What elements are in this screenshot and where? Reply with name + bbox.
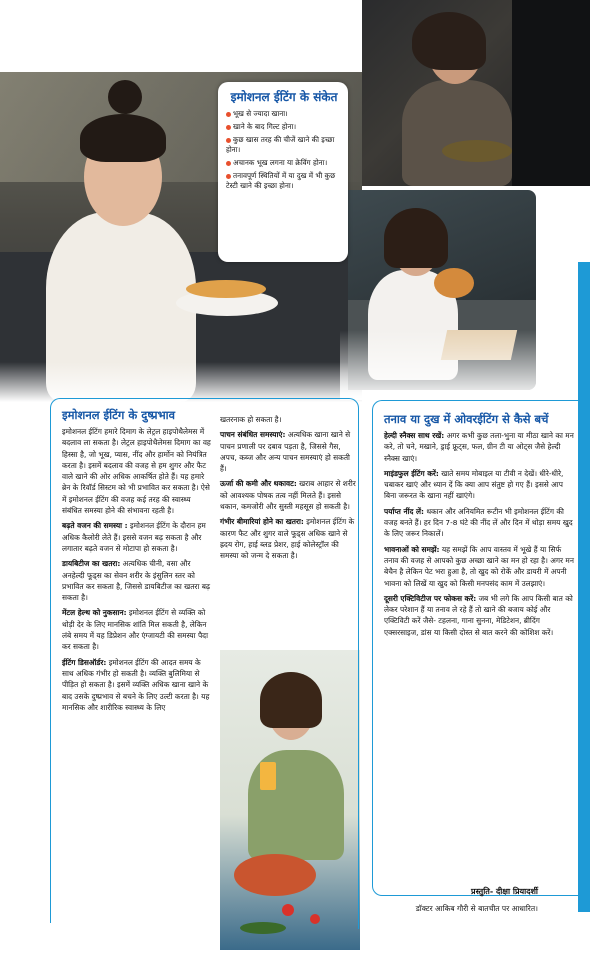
paragraph: माइंडफुल ईटिंग करें: खाते समय मोबाइल या टीवी न देखें। धीरे-धीरे, चबाकर खाएं और ध्यान दें कि क्या आप संतुष्ट हो गए हैं। इससे आप बिना जरूरत के खाना नहीं खाएंगे।: [384, 468, 564, 501]
paragraph: मेंटल हेल्थ को नुकसान: इमोशनल ईटिंग से व्यक्ति को थोड़ी देर के लिए मानसिक शांति मिल सकती है, लेकिन लंबे समय में यह डिप्रेशन और एंग्जायटी की समस्या पैदा कर सकता है।: [62, 608, 209, 652]
bullet-icon: [226, 161, 231, 166]
signs-title: इमोशनल ईटिंग के संकेत: [230, 90, 338, 104]
left-intro: इमोशनल ईटिंग हमारे दिमाग के लेट्रल हाइपोथैलेमस में बदलाव ला सकता है। लेट्रल हाइपोथैलेमस दिमाग का वह हिस्सा है, जो भूख, प्यास, नींद और हार्मोन को नियंत्रित करता है। इसमें बदलाव की वजह से हम शुगर और फैट वाले खाने की ओर अधिक आकर्षित होते हैं। यह हमारे ब्रेन के रिवॉर्ड सिस्टम को भी प्रभावित कर सकता है। ऐसे में इमोशनल ईटिंग की वजह कई तरह की स्वास्थ्य संबंधित समस्या होने की संभावना रहती है।: [62, 427, 211, 516]
woman-eating-at-night-photo: [362, 0, 590, 186]
photo-fade: [340, 330, 540, 400]
left-column-title: इमोशनल ईटिंग के दुष्प्रभाव: [62, 408, 176, 422]
right-accent-bar: [578, 262, 590, 912]
paragraph: ऊर्जा की कमी और थकावट: खराब आहार से शरीर को आवश्यक पोषक तत्व नहीं मिलते हैं। इससे थकान, कमजोरी और सुस्ती महसूस हो सकती है।: [220, 479, 356, 512]
paragraph: ईटिंग डिसऑर्डर: इमोशनल ईटिंग की आदत समय के साथ अधिक गंभीर हो सकती है। व्यक्ति बुलिमिया से पीड़ित हो सकता है। इसमें व्यक्ति अधिक खाना खाने के बाद उसके दुष्प्रभाव से बचने के लिए उल्टी करता है। यह मानसिक और शारीरिक स्वास्थ्य के लिए: [62, 657, 210, 712]
paragraph: बढ़ते वजन की समस्या : इमोशनल ईटिंग के दौरान हम अधिक कैलोरी लेते हैं। इससे वजन बढ़ सकता है और लगातार बढ़ते वजन से मोटापा हो सकता है।: [62, 521, 206, 553]
paragraph: खतरनाक हो सकता है।: [220, 415, 282, 424]
list-item: भूख से ज्यादा खाना।: [226, 109, 342, 119]
byline: प्रस्तुति- दीक्षा प्रियादर्शी: [471, 887, 538, 896]
list-item: तनावपूर्ण स्थितियों में या दुख में भी कुछ टेस्टी खाने की इच्छा होना।: [226, 171, 336, 190]
paragraph: गंभीर बीमारियां होने का खतरा: इमोशनल ईटिंग के कारण फैट और शुगर वाले फूड्स अधिक खाने से ह्रदय रोग, हाई ब्लड प्रेशर, हाई कोलेस्ट्रॉल की समस्या को जन्म दे सकता है।: [220, 517, 355, 561]
paragraph: पर्याप्त नींद लें: थकान और अनियमित रूटीन भी इमोशनल ईटिंग की वजह बनते हैं। हर दिन 7-8 घंटे की नींद लें और दिन में थोड़ा समय खुद के लिए जरूर निकालें।: [384, 506, 573, 539]
signs-box: [218, 82, 348, 262]
middle-column: [220, 414, 358, 566]
right-column: [384, 412, 574, 642]
paragraph: डायबिटीज का खतरा: अत्यधिक चीनी, वसा और अनहेल्दी फूड्स का सेवन शरीर के इंसुलिन स्तर को प्रभावित कर सकता है, जिससे डायबिटीज का खतरा बढ़ सकता है।: [62, 559, 211, 603]
right-column-title: तनाव या दुख में ओवरईटिंग से कैसे बचें: [384, 412, 549, 426]
bullet-icon: [226, 125, 231, 130]
signs-list: [226, 109, 342, 191]
paragraph: पाचन संबंधित समस्याएं: अत्यधिक खाना खाने से पाचन प्रणाली पर दबाव पड़ता है, जिससे गैस, अपच, कब्ज और अन्य पाचन समस्याएं हो सकती हैं।: [220, 430, 351, 474]
bullet-icon: [226, 174, 231, 179]
paragraph: दूसरी एक्टिविटीज पर फोकस करें: जब भी लगे कि आप किसी बात को लेकर परेशान हैं या तनाव ले रहे हैं तो खाने की बजाय कोई और एक्टिविटी करें जैसे- टहलना, गाना सुनना, मेडिटेशन, ब्रीदिंग एक्सरसाइज, डांस या किसी दोस्त से बात करने की कोशिश करें।: [384, 593, 573, 637]
list-item: अचानक भूख लगना या क्रेविंग होना।: [226, 158, 342, 168]
bullet-icon: [226, 138, 231, 143]
left-column: [62, 408, 212, 717]
list-item: कुछ खास तरह की चीजें खाने की इच्छा होना।: [226, 135, 335, 154]
list-item: खाने के बाद गिल्ट होना।: [226, 122, 342, 132]
source-note: डॉक्टर आकिब गौरी से बातचीत पर आधारित।: [415, 904, 538, 913]
bullet-icon: [226, 112, 231, 117]
paragraph: भावनाओं को समझें: यह समझें कि आप वास्तव में भूखे हैं या सिर्फ तनाव की वजह से आपको कुछ अच्छा खाने का मन हो रहा है। अगर मन बेचैन है लेकिन पेट भरा हुआ है, तो खुद को रोकें और डायरी में अपनी भावना को लिखें या खुद को किसी मनपसंद काम में उलझाएं।: [384, 544, 574, 588]
paragraph: हेल्दी स्नैक्स साथ रखें: अगर कभी कुछ तला-भुना या मीठा खाने का मन करे, तो चने, मखाने, ड्राई फ्रूट्स, फल, ग्रीन टी या ओट्स जैसे हेल्दी स्नैक्स खाएं।: [384, 431, 574, 463]
